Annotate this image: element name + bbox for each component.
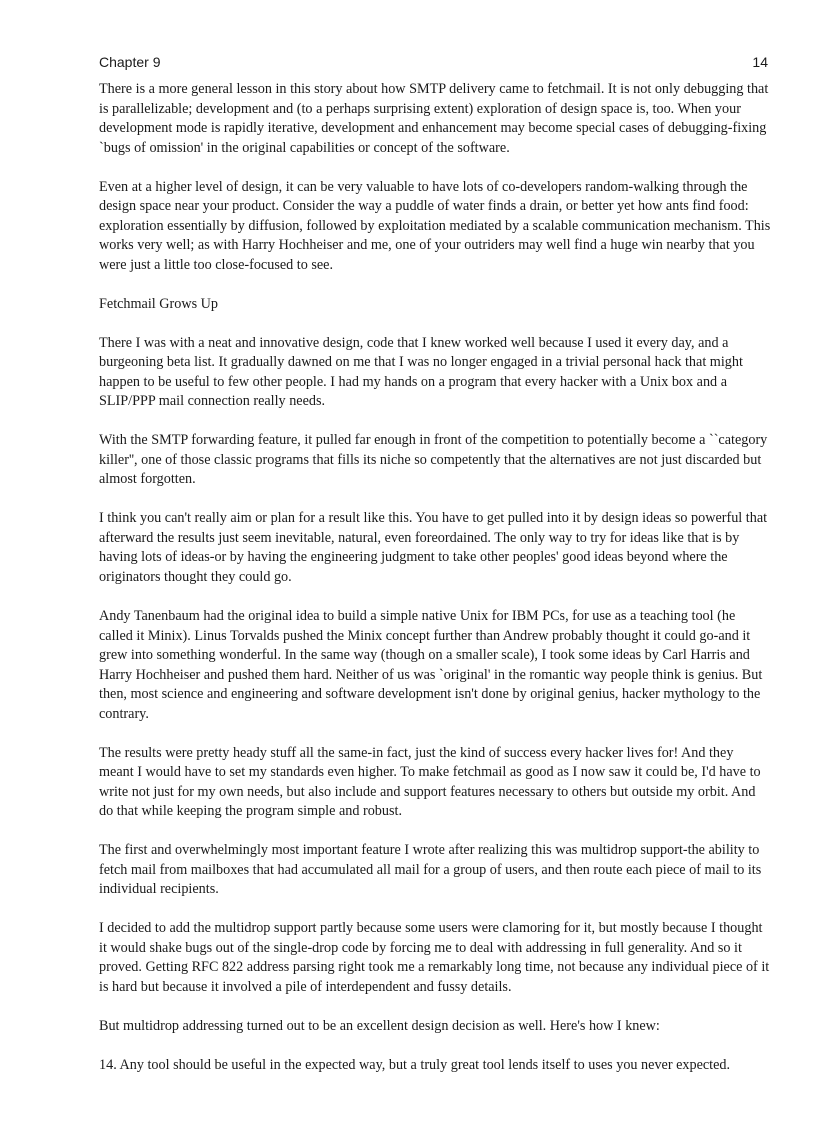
- page-header: [99, 52, 768, 72]
- section-heading: Fetchmail Grows Up: [99, 295, 219, 312]
- paragraph-tanenbaum: Andy Tanenbaum had the original idea to build a simple native Unix for IBM PCs, for use as a teaching tool (he called it Minix). Linus Torvalds pushed the Minix concept further than Andrew probably thought it could go-and it grew into something wonderful. In the same way (though on a smaller scale), I took some ideas by Carl Harris and Harry Hochheiser and pushed them hard. Neither of us was `original' in the romantic way people think is genius. But then, most science and engineering and software development isn't done by original genius, hacker mythology to the contrary.: [99, 608, 763, 722]
- paragraph-smtp-lesson: There is a more general lesson in this story about how SMTP delivery came to fetchmail. It is not only debugging that is parallelizable; development and (to a perhaps surprising extent) exploration of design space is, too. When your development mode is rapidly iterative, development and enhancement may become special cases of debugging-fixing `bugs of omission' in the original capabilities or concept of the software.: [99, 81, 769, 156]
- paragraph-neat-design: There I was with a neat and innovative design, code that I knew worked well because I used it every day, and a burgeoning beta list. It gradually dawned on me that I was no longer engaged in a trivial personal hack that might happen to be useful to few other people. I had my hands on a program that every hacker with a Unix box and a SLIP/PPP mail connection really needs.: [99, 334, 743, 410]
- paragraph-lesson-14: 14. Any tool should be useful in the expected way, but a truly great tool lends itself to uses you never expected.: [99, 1057, 731, 1074]
- paragraph-multidrop-support: The first and overwhelmingly most important feature I wrote after realizing this was multidrop support-the ability to fetch mail from mailboxes that had accumulated all mail for a group of users, and then route each piece of mail to its individual recipients.: [99, 842, 762, 898]
- paragraph-aim-or-plan: I think you can't really aim or plan for a result like this. You have to get pulled into it by design ideas so powerful that afterward the results just seem inevitable, natural, even foreordained. The only way to try for ideas like that is by having lots of ideas-or by having the engineering judgment to take other peoples' good ideas beyond where the originators thought they could go.: [99, 510, 768, 585]
- paragraph-design-decision: But multidrop addressing turned out to be an excellent design decision as well. Here's how I knew:: [99, 1017, 660, 1034]
- paragraph-heady-stuff: The results were pretty heady stuff all the same-in fact, just the kind of success every hacker lives for! And they meant I would have to set my standards even higher. To make fetchmail as good as I now saw it could be, I'd have to write not just for my own needs, but also include and support features necessary to others but outside my orbit. And do that while keeping the program simple and robust.: [99, 744, 761, 820]
- paragraph-design-space: Even at a higher level of design, it can be very valuable to have lots of co-developers random-walking through the design space near your product. Consider the way a puddle of water finds a drain, or better yet how ants find food: exploration essentially by diffusion, followed by exploitation mediated by a scalable communication mechanism. This works very well; as with Harry Hochheiser and me, one of your outriders may well find a huge win nearby that you were just a little too close-focused to see.: [99, 178, 771, 273]
- paragraph-category-killer: With the SMTP forwarding feature, it pulled far enough in front of the competition to potentially become a ``category killer'', one of those classic programs that fills its niche so competently that the alternatives are not just discarded but almost forgotten.: [99, 432, 768, 488]
- body-text: [99, 80, 771, 1095]
- page-number: 14: [752, 54, 768, 70]
- chapter-title: Chapter 9: [99, 54, 161, 70]
- paragraph-rfc822: I decided to add the multidrop support partly because some users were clamoring for it, but mostly because I thought it would shake bugs out of the single-drop code by forcing me to deal with addressing in full generality. And so it proved. Getting RFC 822 address parsing right took me a remarkably long time, not because any individual piece of it is hard but because it involved a pile of interdependent and fussy details.: [99, 920, 770, 995]
